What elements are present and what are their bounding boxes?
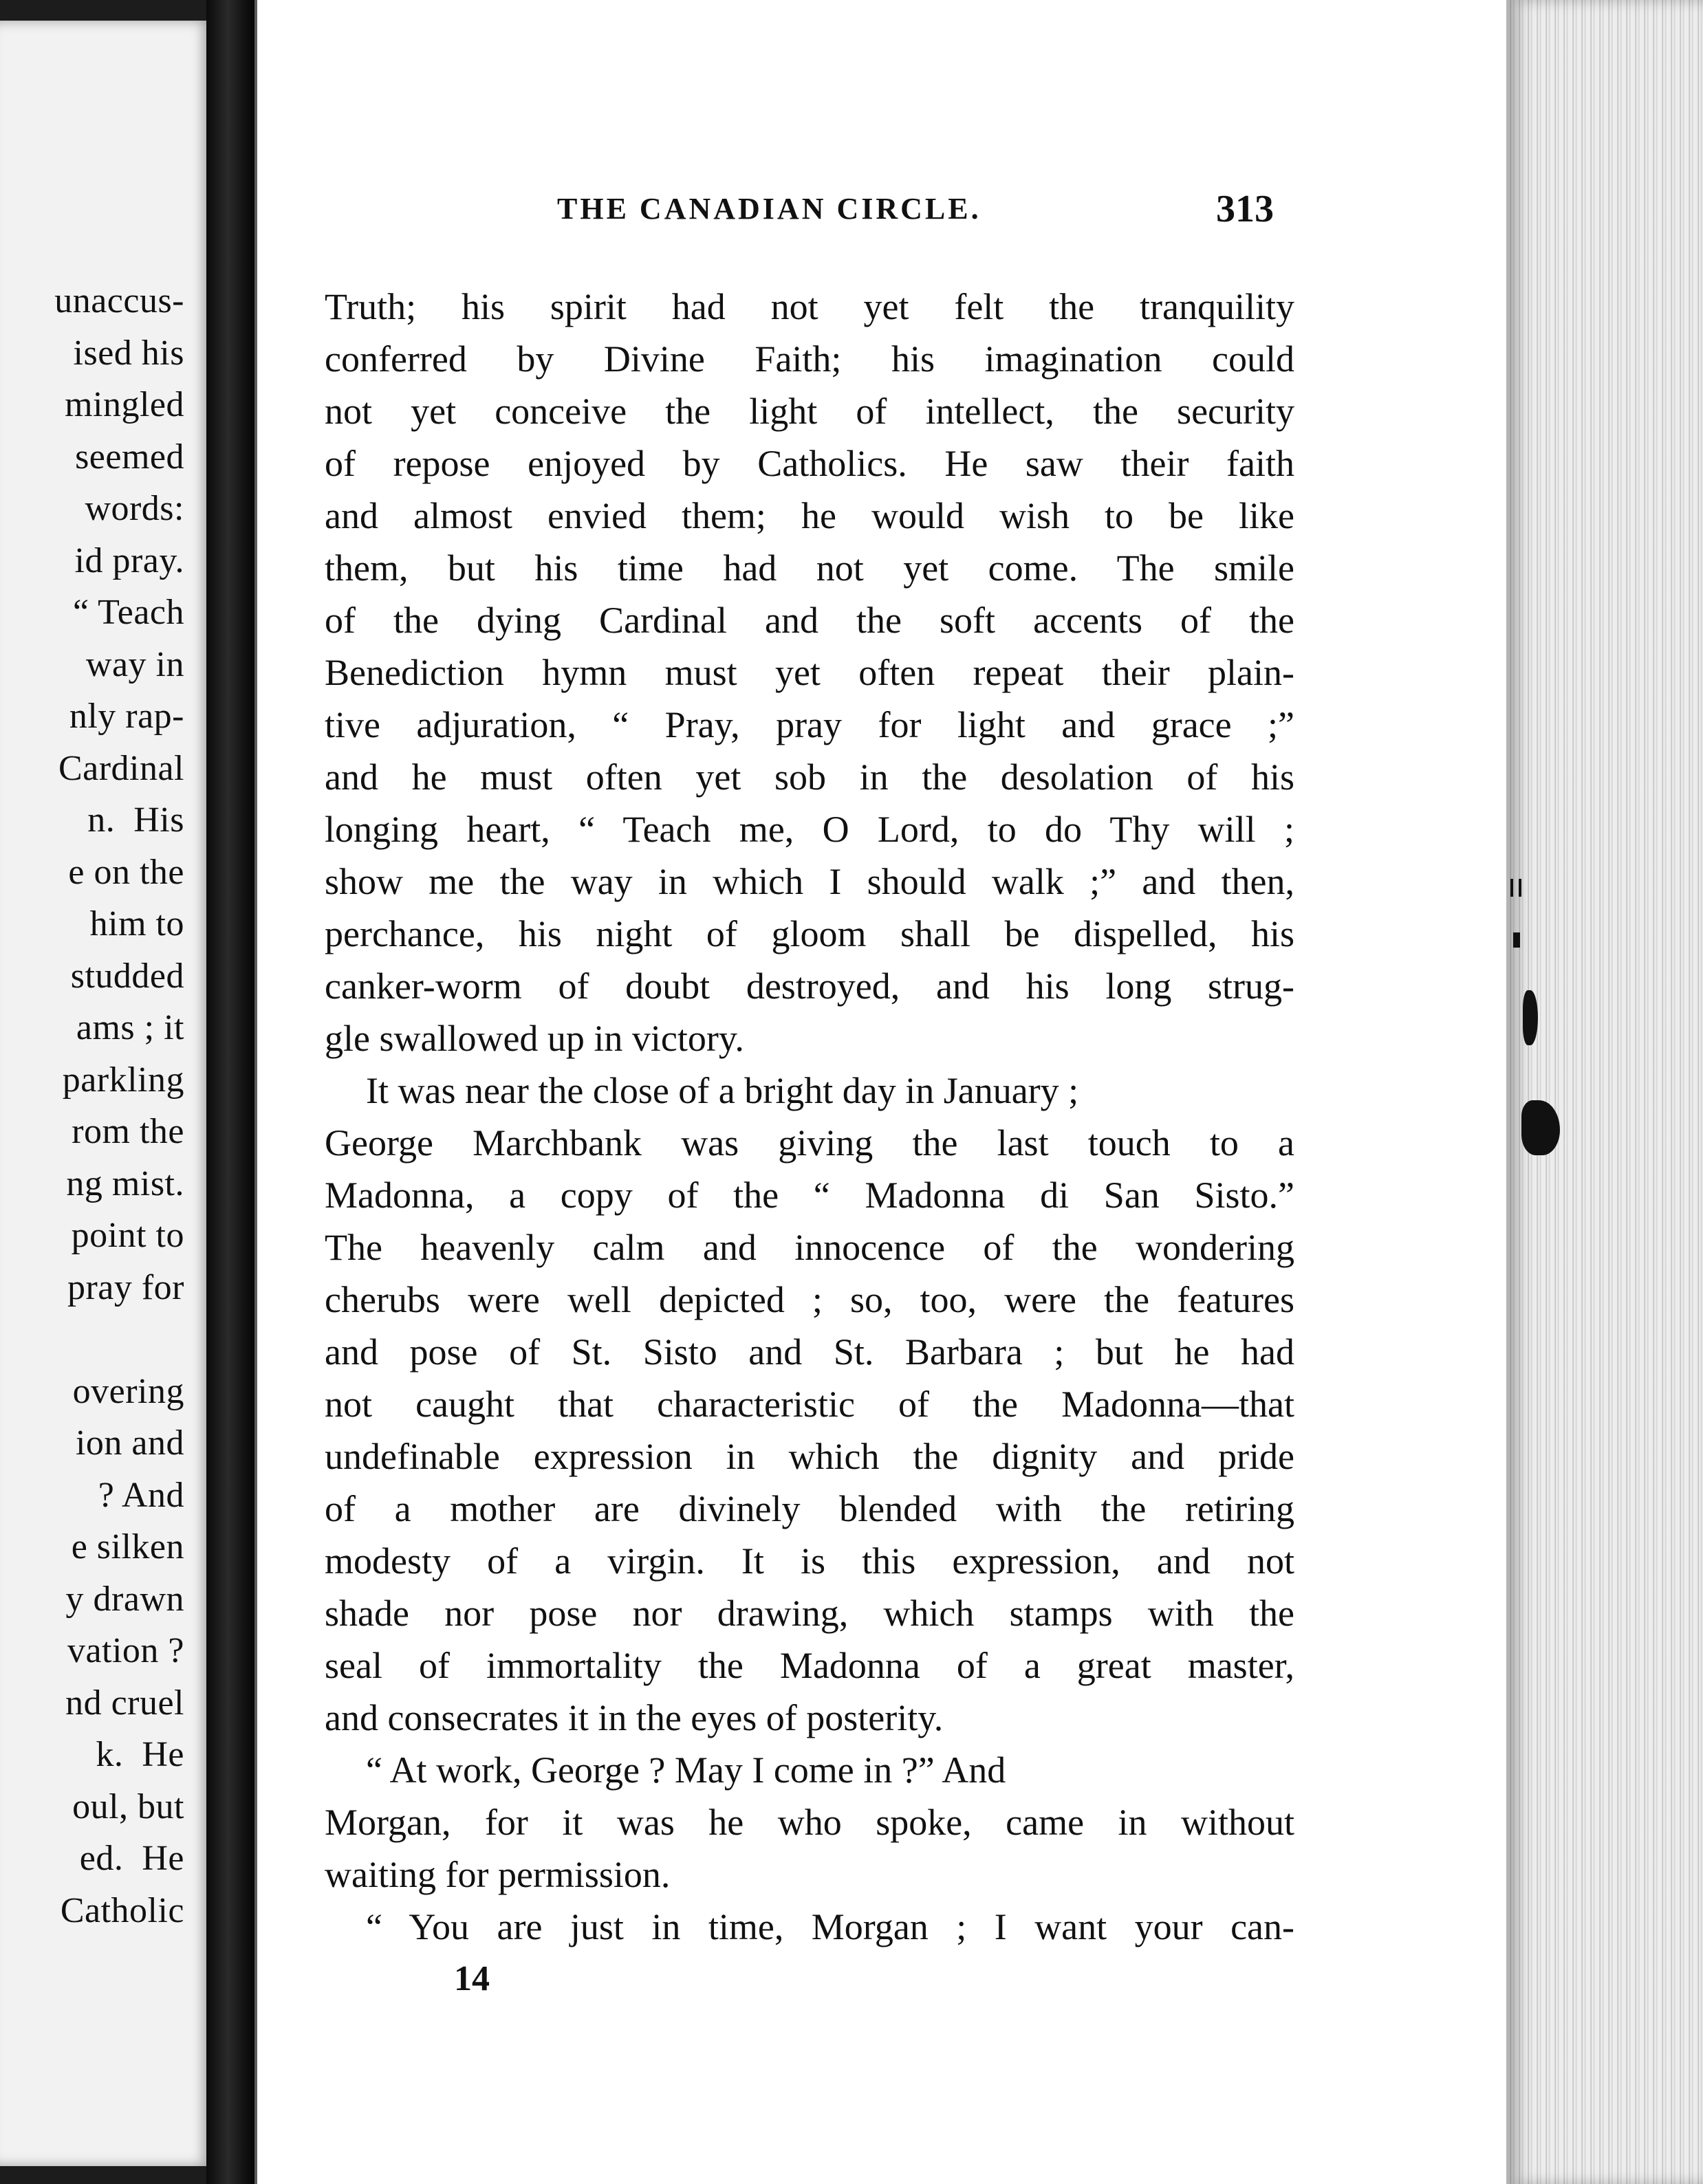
left-page-fragment: ams ; it	[76, 1008, 184, 1047]
text-line: Madonna, a copy of the “ Madonna di San Sisto.”	[325, 1175, 1294, 1216]
text-line: Benediction hymn must yet often repeat their plain-	[325, 652, 1294, 693]
text-line: and pose of St. Sisto and St. Barbara ; but he had	[325, 1331, 1294, 1373]
left-page-fragment: Cardinal	[58, 748, 184, 788]
page-number: 313	[1216, 188, 1274, 230]
left-page-fragment: ed. He	[79, 1839, 184, 1878]
text-line: “ You are just in time, Morgan ; I want your can-	[366, 1906, 1294, 1947]
text-line: not yet conceive the light of intellect, the security	[325, 391, 1294, 432]
left-page-fragment: id pray.	[74, 540, 184, 580]
text-line: of a mother are divinely blended with the retiring	[325, 1488, 1294, 1529]
text-line: cherubs were well depicted ; so, too, were the features	[325, 1279, 1294, 1320]
margin-mark	[1510, 879, 1513, 897]
margin-mark	[1513, 932, 1520, 948]
left-page-fragment: vation ?	[67, 1631, 184, 1670]
left-page-fragment: k. He	[96, 1735, 184, 1774]
book-gutter	[206, 0, 261, 2184]
text-line: canker-worm of doubt destroyed, and his long strug-	[325, 965, 1294, 1007]
left-page-fragment: unaccus-	[54, 281, 184, 320]
text-line: “ At work, George ? May I come in ?” And	[366, 1749, 1006, 1791]
signature-mark: 14	[454, 1959, 490, 1998]
text-line: of repose enjoyed by Catholics. He saw their faith	[325, 443, 1294, 484]
left-page-fragment: point to	[71, 1216, 184, 1255]
left-page-fragment: e silken	[71, 1527, 184, 1566]
left-page-fragment: words:	[85, 489, 184, 528]
text-line: George Marchbank was giving the last touch to a	[325, 1122, 1294, 1164]
text-line: gle swallowed up in victory.	[325, 1018, 744, 1059]
text-line: undefinable expression in which the dignity and pride	[325, 1436, 1294, 1477]
left-page-fragment: ng mist.	[66, 1164, 184, 1203]
left-page-fragment: way in	[85, 644, 184, 684]
left-page-fragment: Catholic	[60, 1890, 184, 1930]
text-line: shade nor pose nor drawing, which stamps with the	[325, 1593, 1294, 1634]
left-page-fragment: mingled	[65, 385, 184, 424]
text-line: not caught that characteristic of the Madonna—that	[325, 1384, 1294, 1425]
text-line: seal of immortality the Madonna of a great master,	[325, 1645, 1294, 1686]
left-page-fragment: him to	[89, 904, 184, 943]
text-line: of the dying Cardinal and the soft accents of the	[325, 600, 1294, 641]
left-page-fragment: nly rap-	[69, 697, 184, 736]
text-line: It was near the close of a bright day in January ;	[366, 1070, 1079, 1111]
text-line: Truth; his spirit had not yet felt the tranquility	[325, 286, 1294, 327]
left-page-fragment: seemed	[75, 437, 184, 477]
left-page-fragment: overing	[72, 1371, 184, 1411]
text-line: and he must often yet sob in the desolation of his	[325, 756, 1294, 798]
left-page-fragment: n. His	[87, 800, 184, 840]
text-line: The heavenly calm and innocence of the wondering	[325, 1227, 1294, 1268]
running-head: THE CANADIAN CIRCLE.	[557, 192, 981, 226]
left-page-fragment: “ Teach	[72, 593, 184, 632]
left-page-fragment: pray for	[67, 1267, 184, 1307]
text-line: conferred by Divine Faith; his imagination could	[325, 338, 1294, 380]
margin-mark	[1523, 990, 1538, 1045]
left-page-fragment: ? And	[98, 1475, 184, 1515]
text-line: show me the way in which I should walk ;” and then,	[325, 861, 1294, 902]
text-line: longing heart, “ Teach me, O Lord, to do Thy will ;	[325, 809, 1294, 850]
left-page-fragment: oul, but	[72, 1787, 184, 1826]
text-line: waiting for permission.	[325, 1854, 671, 1895]
left-facing-page	[0, 21, 213, 2166]
left-page-fragment: ised his	[73, 333, 184, 373]
text-line: tive adjuration, “ Pray, pray for light and grace ;”	[325, 704, 1294, 745]
text-line: Morgan, for it was he who spoke, came in without	[325, 1802, 1294, 1843]
text-line: and almost envied them; he would wish to be like	[325, 495, 1294, 536]
left-page-fragment: studded	[70, 956, 184, 996]
left-page-fragment: e on the	[68, 852, 184, 892]
text-line: modesty of a virgin. It is this expression, and not	[325, 1540, 1294, 1582]
text-line: and consecrates it in the eyes of posterity.	[325, 1697, 944, 1738]
left-page-fragment: rom the	[72, 1112, 184, 1151]
left-page-fragment: nd cruel	[65, 1683, 184, 1723]
margin-mark	[1519, 879, 1521, 897]
page-edge-line	[254, 0, 257, 2184]
left-page-fragment: parkling	[62, 1060, 184, 1100]
text-line: them, but his time had not yet come. The smile	[325, 547, 1294, 589]
left-page-fragment: y drawn	[65, 1579, 184, 1619]
page-edges	[1506, 0, 1703, 2184]
left-page-fragment: ion and	[75, 1423, 184, 1463]
body-text	[325, 281, 1294, 1953]
text-line: perchance, his night of gloom shall be dispelled, his	[325, 913, 1294, 954]
